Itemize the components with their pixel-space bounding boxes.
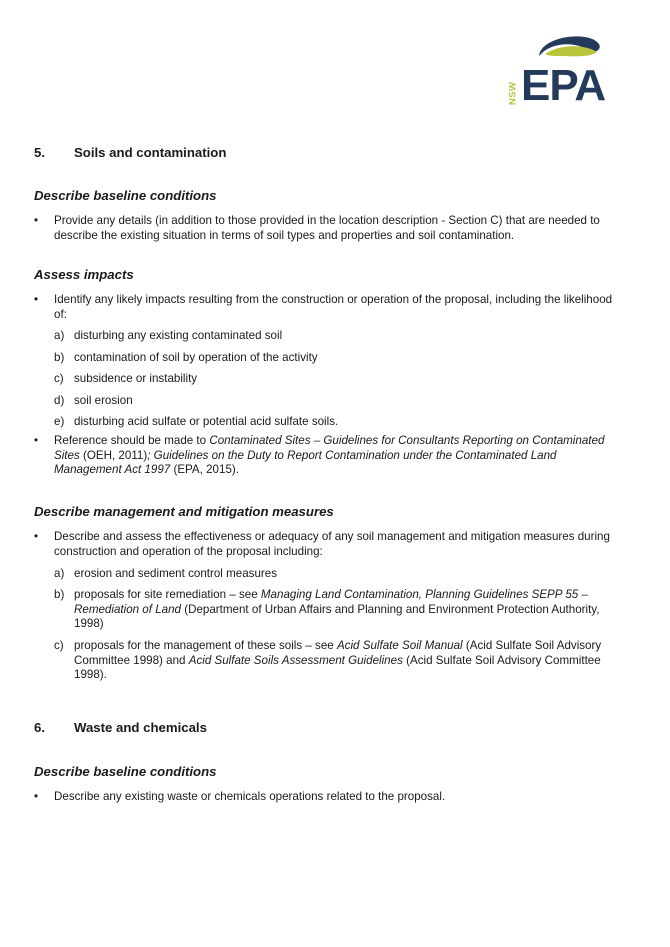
- subheading-assess-impacts: Assess impacts: [34, 267, 134, 282]
- bullet-dot-icon: •: [34, 790, 39, 803]
- bullet-text: Reference should be made to Contaminated Sites – Guidelines for Consultants Reporting on Contaminated Sites (OEH, 2011); Guidelines on the Duty to Report Contamination under the Contaminated Land Management Act 1997 (EPA, 2015).: [54, 434, 605, 477]
- subheading-management: Describe management and mitigation measures: [34, 504, 334, 519]
- section-number: 5.: [34, 145, 45, 160]
- bullet-text: Describe and assess the effectiveness or adequacy of any soil management and mitigation measures during construction and operation of the proposal including:: [54, 530, 610, 558]
- section-heading-soils: [34, 145, 226, 161]
- list-label: c): [54, 372, 64, 385]
- bullet-dot-icon: •: [34, 530, 39, 543]
- list-item: [54, 351, 628, 366]
- list-text: erosion and sediment control measures: [74, 567, 277, 580]
- section-title: Soils and contamination: [74, 145, 227, 160]
- list-label: b): [54, 351, 65, 364]
- bullet-text: Provide any details (in addition to those provided in the location description - Section C) that are needed to describe the existing situation in terms of soil types and properties and soil contamination.: [54, 214, 600, 242]
- bullet-item: [34, 214, 628, 243]
- section-number: 6.: [34, 720, 45, 735]
- section-title: Waste and chemicals: [74, 720, 207, 735]
- bullet-item: [34, 434, 628, 478]
- section-heading-waste: [34, 720, 207, 736]
- logo-state-text: NSW: [507, 81, 519, 106]
- nsw-epa-logo: [505, 30, 627, 110]
- list-label: c): [54, 639, 64, 652]
- bullet-dot-icon: •: [34, 214, 39, 227]
- list-item: [54, 329, 628, 344]
- bullet-item: [34, 530, 628, 559]
- bullet-text: Identify any likely impacts resulting from the construction or operation of the proposal, including the likelihood of:: [54, 293, 613, 321]
- list-text: contamination of soil by operation of the activity: [74, 351, 318, 364]
- list-text: subsidence or instability: [74, 372, 198, 385]
- list-item: [54, 588, 628, 632]
- list-item: [54, 639, 628, 683]
- list-label: b): [54, 588, 65, 601]
- list-item: [54, 394, 628, 409]
- list-text: disturbing any existing contaminated soil: [74, 329, 283, 342]
- list-item: [54, 567, 628, 582]
- bullet-dot-icon: •: [34, 293, 39, 306]
- bullet-item: [34, 790, 628, 805]
- list-label: a): [54, 567, 65, 580]
- list-item: [54, 415, 628, 430]
- list-text: soil erosion: [74, 394, 133, 407]
- list-label: e): [54, 415, 65, 428]
- logo-brand-text: EPA: [521, 61, 606, 110]
- list-label: a): [54, 329, 65, 342]
- subheading-baseline-soils: Describe baseline conditions: [34, 188, 217, 203]
- bullet-item: [34, 293, 628, 322]
- list-text: proposals for site remediation – see Managing Land Contamination, Planning Guidelines SEPP 55 – Remediation of Land (Department of Urban Affairs and Planning and Environment Protection Authority, 1998): [74, 588, 600, 631]
- list-label: d): [54, 394, 65, 407]
- list-item: [54, 372, 628, 387]
- subheading-baseline-waste: Describe baseline conditions: [34, 764, 217, 779]
- bullet-text: Describe any existing waste or chemicals operations related to the proposal.: [54, 790, 446, 803]
- bullet-dot-icon: •: [34, 434, 39, 447]
- list-text: disturbing acid sulfate or potential acid sulfate soils.: [74, 415, 339, 428]
- list-text: proposals for the management of these soils – see Acid Sulfate Soil Manual (Acid Sulfate Soil Advisory Committee 1998) and Acid Sulfate Soils Assessment Guidelines (Acid Sulfate Soil Advisory Committee 1998).: [74, 639, 602, 682]
